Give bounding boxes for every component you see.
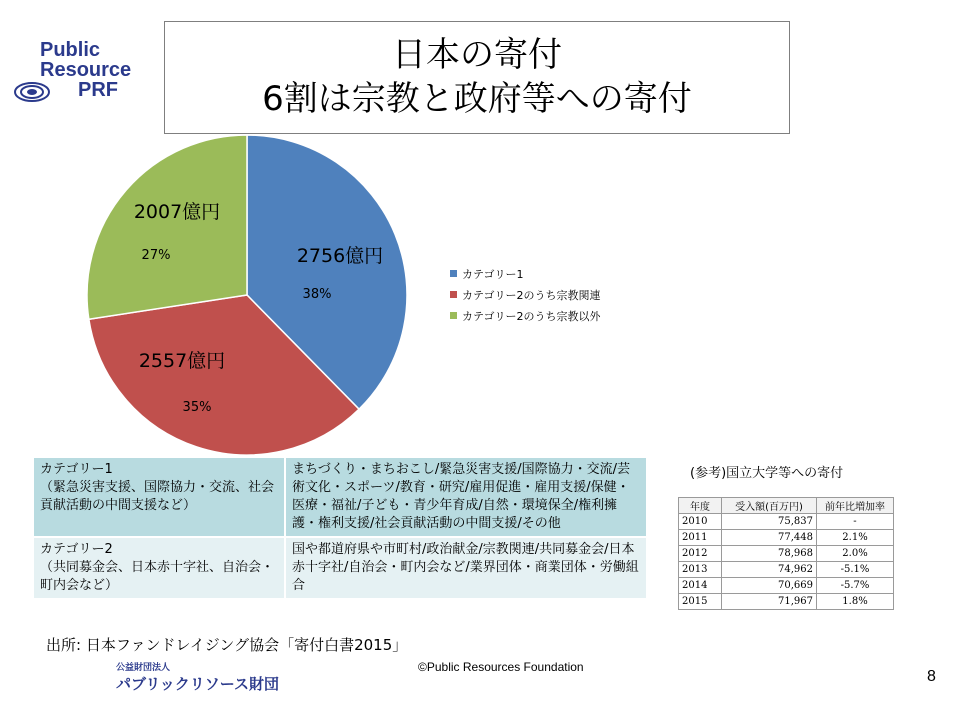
category-2-sub: （共同募金会、日本赤十字社、自治会・町内会など） bbox=[40, 560, 275, 593]
legend-swatch-1 bbox=[450, 270, 457, 277]
title-line1: 日本の寄付 bbox=[392, 35, 562, 75]
legend-label-3: カテゴリー2のうち宗教以外 bbox=[462, 309, 601, 323]
footer-org-name: パブリックリソース財団 bbox=[116, 675, 280, 693]
reference-rate: 2.0% bbox=[817, 546, 894, 562]
reference-table bbox=[678, 497, 894, 610]
reference-amount: 70,669 bbox=[722, 578, 817, 594]
footer-org-small: 公益財団法人 bbox=[116, 663, 171, 673]
reference-row bbox=[679, 546, 894, 562]
footer-org-logo bbox=[116, 660, 279, 694]
reference-amount: 71,967 bbox=[722, 594, 817, 610]
reference-year: 2012 bbox=[679, 546, 722, 562]
reference-row bbox=[679, 578, 894, 594]
legend-item-1 bbox=[450, 263, 601, 284]
reference-year: 2011 bbox=[679, 530, 722, 546]
legend-item-3 bbox=[450, 305, 601, 326]
reference-header-amount: 受入額(百万円) bbox=[722, 498, 817, 514]
pie-value-label-3: 2007億円 bbox=[133, 201, 221, 223]
reference-header-year: 年度 bbox=[679, 498, 722, 514]
reference-rate: - bbox=[817, 514, 894, 530]
copyright: ©Public Resources Foundation bbox=[418, 660, 584, 674]
logo-line1: Public bbox=[40, 39, 101, 61]
category-1-sub: （緊急災害支援、国際協力・交流、社会貢献活動の中間支援など） bbox=[40, 480, 275, 513]
page-number: 8 bbox=[927, 668, 936, 685]
reference-header-row bbox=[679, 498, 894, 514]
reference-amount: 78,968 bbox=[722, 546, 817, 562]
legend-swatch-3 bbox=[450, 312, 457, 319]
category-2-detail: 国や都道府県や市町村/政治献金/宗教関連/共同募金会/日本赤十字社/自治会・町内会など/業界団体・商業団体・労働組合 bbox=[285, 537, 646, 598]
category-1-name-cell bbox=[34, 458, 285, 537]
reference-rate: 2.1% bbox=[817, 530, 894, 546]
reference-row bbox=[679, 562, 894, 578]
reference-row bbox=[679, 594, 894, 610]
reference-amount: 77,448 bbox=[722, 530, 817, 546]
source-note: 出所: 日本ファンドレイジング協会「寄付白書2015」 bbox=[46, 636, 408, 654]
chart-legend bbox=[450, 263, 601, 326]
pie-value-label-2: 2557億円 bbox=[138, 350, 226, 372]
reference-year: 2010 bbox=[679, 514, 722, 530]
reference-row bbox=[679, 530, 894, 546]
pie-value-label-1: 2756億円 bbox=[296, 245, 384, 267]
legend-label-2: カテゴリー2のうち宗教関連 bbox=[462, 288, 601, 302]
pie-percent-label-3: 27% bbox=[141, 248, 171, 263]
category-1-name: カテゴリー1 bbox=[40, 462, 113, 477]
reference-row bbox=[679, 514, 894, 530]
reference-year: 2013 bbox=[679, 562, 722, 578]
reference-amount: 74,962 bbox=[722, 562, 817, 578]
reference-rate: -5.7% bbox=[817, 578, 894, 594]
reference-title: (参考)国立大学等への寄付 bbox=[690, 466, 844, 481]
title-line2: 6割は宗教と政府等への寄付 bbox=[262, 79, 692, 119]
legend-label-1: カテゴリー1 bbox=[462, 267, 524, 281]
reference-rate: -5.1% bbox=[817, 562, 894, 578]
category-1-detail: まちづくり・まちおこし/緊急災害支援/国際協力・交流/芸術文化・スポーツ/教育・研究/雇用促進・雇用支援/保健・医療・福祉/子ども・青少年育成/自然・環境保全/権利擁護・権利支援/社会貢献活動の中間支援/その他 bbox=[285, 458, 646, 537]
pie-slice-3 bbox=[87, 135, 247, 319]
legend-swatch-2 bbox=[450, 291, 457, 298]
reference-amount: 75,837 bbox=[722, 514, 817, 530]
category-row-1 bbox=[34, 458, 646, 537]
reference-header-rate: 前年比増加率 bbox=[817, 498, 894, 514]
category-table bbox=[34, 458, 646, 598]
reference-rate: 1.8% bbox=[817, 594, 894, 610]
logo-line3: PRF bbox=[78, 79, 118, 101]
category-2-name-cell bbox=[34, 537, 285, 598]
reference-year: 2014 bbox=[679, 578, 722, 594]
legend-item-2 bbox=[450, 284, 601, 305]
pie-percent-label-2: 35% bbox=[182, 400, 212, 415]
category-row-2 bbox=[34, 537, 646, 598]
category-2-name: カテゴリー2 bbox=[40, 542, 113, 557]
reference-year: 2015 bbox=[679, 594, 722, 610]
logo-line2: Resource bbox=[40, 59, 132, 81]
pie-percent-label-1: 38% bbox=[302, 287, 332, 302]
